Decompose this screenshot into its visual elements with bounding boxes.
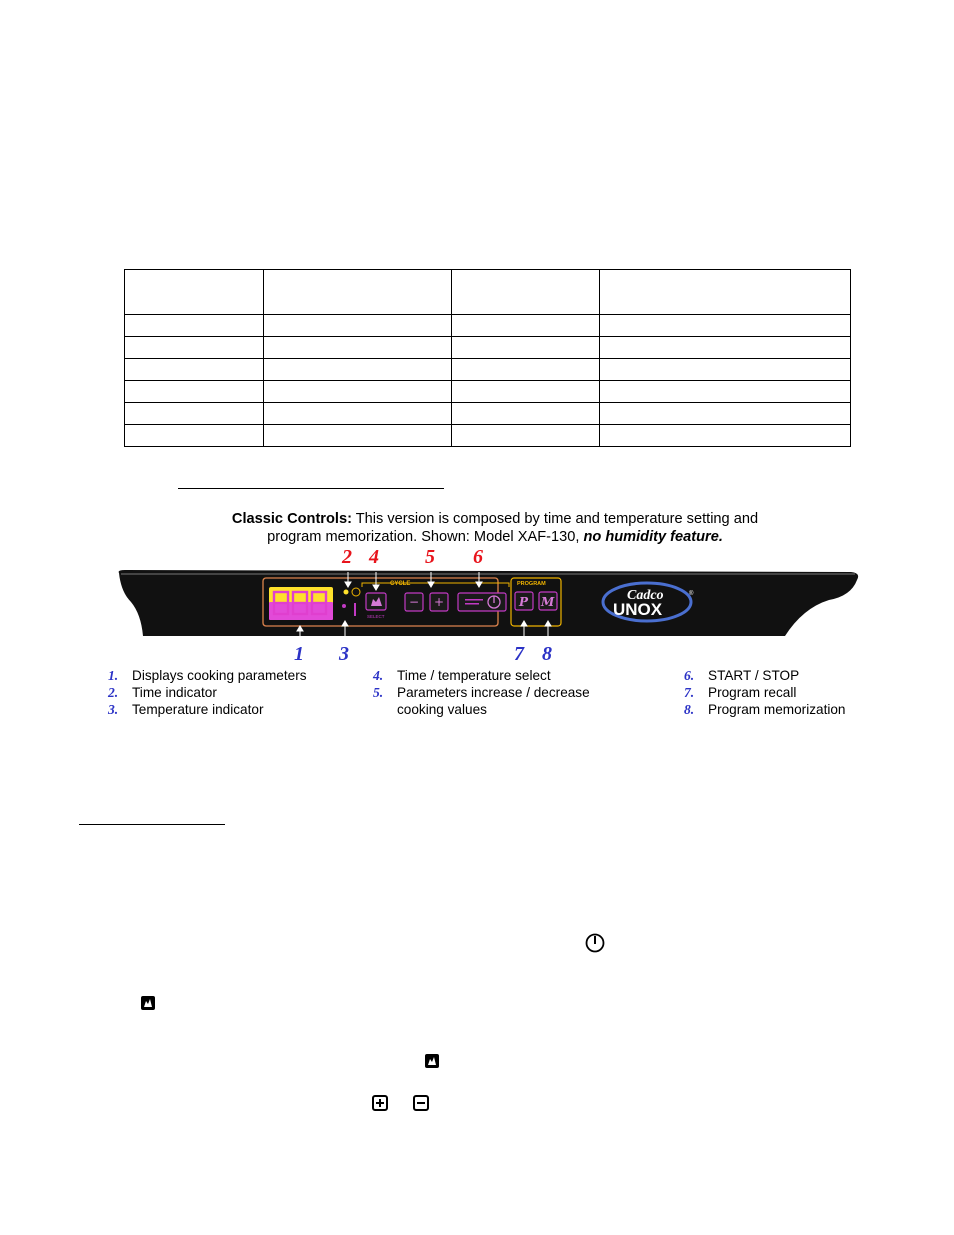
callout-2: 2 <box>342 546 352 568</box>
table-row <box>125 425 851 447</box>
callout-3: 3 <box>339 643 349 665</box>
caption-line1: This version is composed by time and temperature setting and <box>351 511 759 527</box>
brand-bottom: UNOX <box>613 600 663 619</box>
legend-item: 4. Time / temperature select <box>373 668 551 683</box>
caption-italic: no humidity feature. <box>583 529 723 545</box>
heading-underline <box>178 488 444 489</box>
caption-bold-lead: Classic Controls: <box>231 511 352 527</box>
control-panel <box>113 570 861 638</box>
registered-mark: ® <box>689 591 694 597</box>
callout-1: 1 <box>294 643 304 665</box>
program-recall-key-label: P <box>519 595 529 609</box>
select-icon <box>424 1053 440 1069</box>
legend-item: 1. Displays cooking parameters <box>108 668 307 683</box>
callout-6: 6 <box>473 546 483 568</box>
program-label: PROGRAM <box>517 581 546 587</box>
callout-4: 4 <box>369 546 379 568</box>
table-row <box>125 403 851 425</box>
select-icon <box>140 995 156 1011</box>
legend-item: 2. Time indicator <box>108 685 217 700</box>
minus-key-icon <box>413 1095 429 1111</box>
section-underline <box>79 824 225 825</box>
plus-key-label: + <box>434 595 445 609</box>
table-row <box>125 337 851 359</box>
table-row <box>125 315 851 337</box>
table-row <box>125 359 851 381</box>
caption-line2: program memorization. Shown: Model XAF-130, <box>267 529 584 545</box>
callout-7: 7 <box>514 643 524 665</box>
panel-caption <box>120 510 870 546</box>
table-row <box>125 270 851 315</box>
callout-8: 8 <box>542 643 552 665</box>
minus-key-label: − <box>409 595 420 609</box>
legend-item: 8. Program memorization <box>684 702 846 717</box>
cycle-label: CYCLE <box>390 581 411 587</box>
start-stop-icon <box>585 933 605 953</box>
spec-table <box>124 269 851 447</box>
legend-item: 3. Temperature indicator <box>108 702 264 717</box>
plus-key-icon <box>372 1095 388 1111</box>
table-row <box>125 381 851 403</box>
program-memo-key-label: M <box>541 595 555 609</box>
legend-item: 5. Parameters increase / decrease <box>373 685 590 700</box>
select-label: SELECT <box>367 614 385 619</box>
legend-item: 7. Program recall <box>684 685 797 700</box>
callout-5: 5 <box>425 546 435 568</box>
legend-item: 6. START / STOP <box>684 668 800 683</box>
legend-item: cooking values <box>397 702 487 717</box>
brand-top: Cadco <box>627 588 664 603</box>
